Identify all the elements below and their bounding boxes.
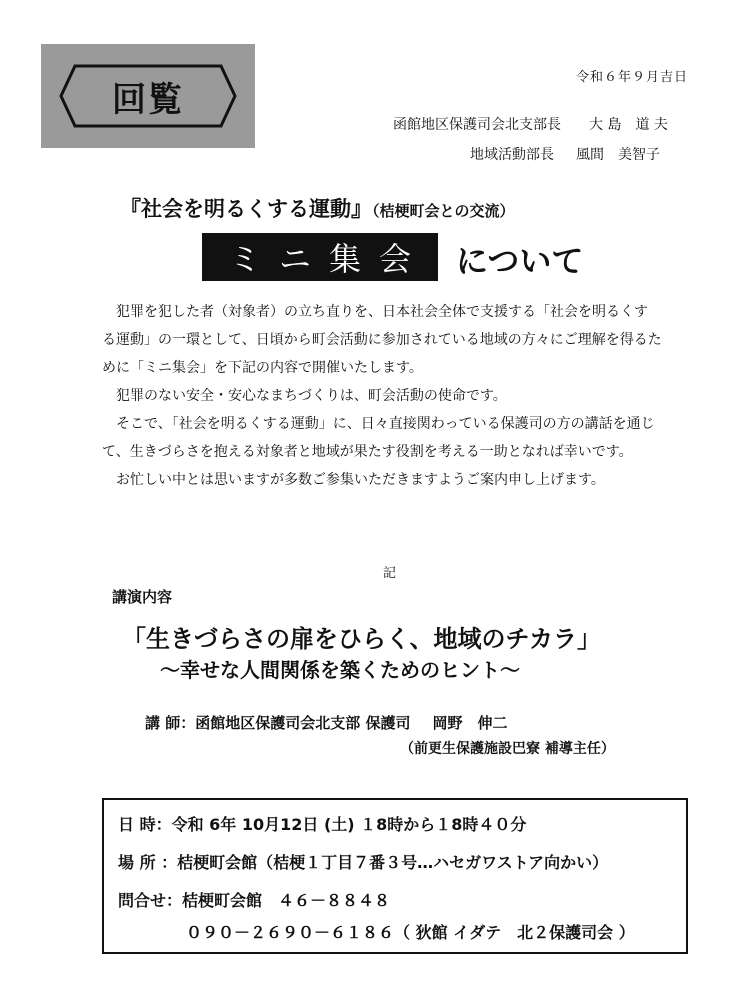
sender-name: 風間 美智子: [576, 147, 660, 163]
lecturer-note: （前更生保護施設巴寮 補導主任）: [400, 741, 615, 757]
body-line-3: めに「ミニ集会」を下記の内容で開催いたします。: [102, 360, 423, 376]
campaign-title: [120, 193, 515, 223]
body-line-5: そこで、「社会を明るくする運動」に、日々直接関わっている保護司の方の講話を通じ: [116, 416, 655, 432]
sender-role: 函館地区保護司会北支部長: [393, 117, 561, 133]
campaign-name: 『社会を明るくする運動』: [120, 197, 372, 221]
lecturer-line: [145, 712, 507, 733]
body-line-1: 犯罪を犯した者（対象者）の立ち直りを、日本社会全体で支援する「社会を明るくす: [116, 304, 648, 320]
issue-date: 令和６年９月吉日: [575, 70, 688, 85]
event-place: 場 所 ：桔梗町会館（桔梗１丁目７番３号…ハセガワストア向かい）: [118, 853, 609, 872]
sender-line-2: [470, 144, 660, 164]
body-line-4: 犯罪のない安全・安心なまちづくりは、町会活動の使命です。: [116, 388, 507, 404]
sender-line-1: [393, 114, 668, 134]
event-datetime: 日 時：令和 6年 10月12日 (土) １8時から１8時４０分: [118, 815, 527, 834]
lecture-title: 「生きづらさの扉をひらく、地域のチカラ」: [122, 625, 602, 653]
circulation-badge-frame: [59, 64, 237, 128]
circulation-badge: [41, 44, 255, 148]
heading-suffix: について: [456, 242, 584, 280]
lecture-subtitle: ～幸せな人間関係を築くためのヒント～: [160, 658, 520, 682]
mini-assembly-heading: [202, 233, 438, 281]
circulation-badge-label: 回覧: [112, 79, 184, 120]
event-contact: 問合せ：桔梗町会館 ４６－８８４８: [118, 891, 391, 910]
sender-role: 地域活動部長: [470, 147, 554, 163]
body-line-6: て、生きづらさを抱える対象者と地域が果たす役割を考える一助となれば幸いです。: [102, 444, 633, 460]
body-line-2: る運動」の一環として、日頃から町会活動に参加されている地域の方々にご理解を得るた: [102, 332, 662, 348]
event-contact-phone: ０９０－２６９０－６１８６（ 狄館 イダテ 北２保護司会 ）: [186, 923, 635, 942]
ki-mark: 記: [383, 566, 397, 581]
lecturer-name: 岡野 伸二: [432, 714, 508, 732]
lecture-section-label: 講演内容: [112, 588, 173, 606]
lecturer-label: 講 師：: [145, 714, 196, 732]
lecturer-org: 函館地区保護司会北支部 保護司: [195, 714, 411, 732]
mini-assembly-label: ミニ集会: [228, 240, 429, 278]
campaign-subtitle: （桔梗町会との交流）: [372, 202, 515, 220]
sender-name: 大 島 道 夫: [589, 117, 668, 133]
body-line-7: お忙しい中とは思いますが多数ご参集いただきますようご案内申し上げます。: [116, 472, 605, 488]
